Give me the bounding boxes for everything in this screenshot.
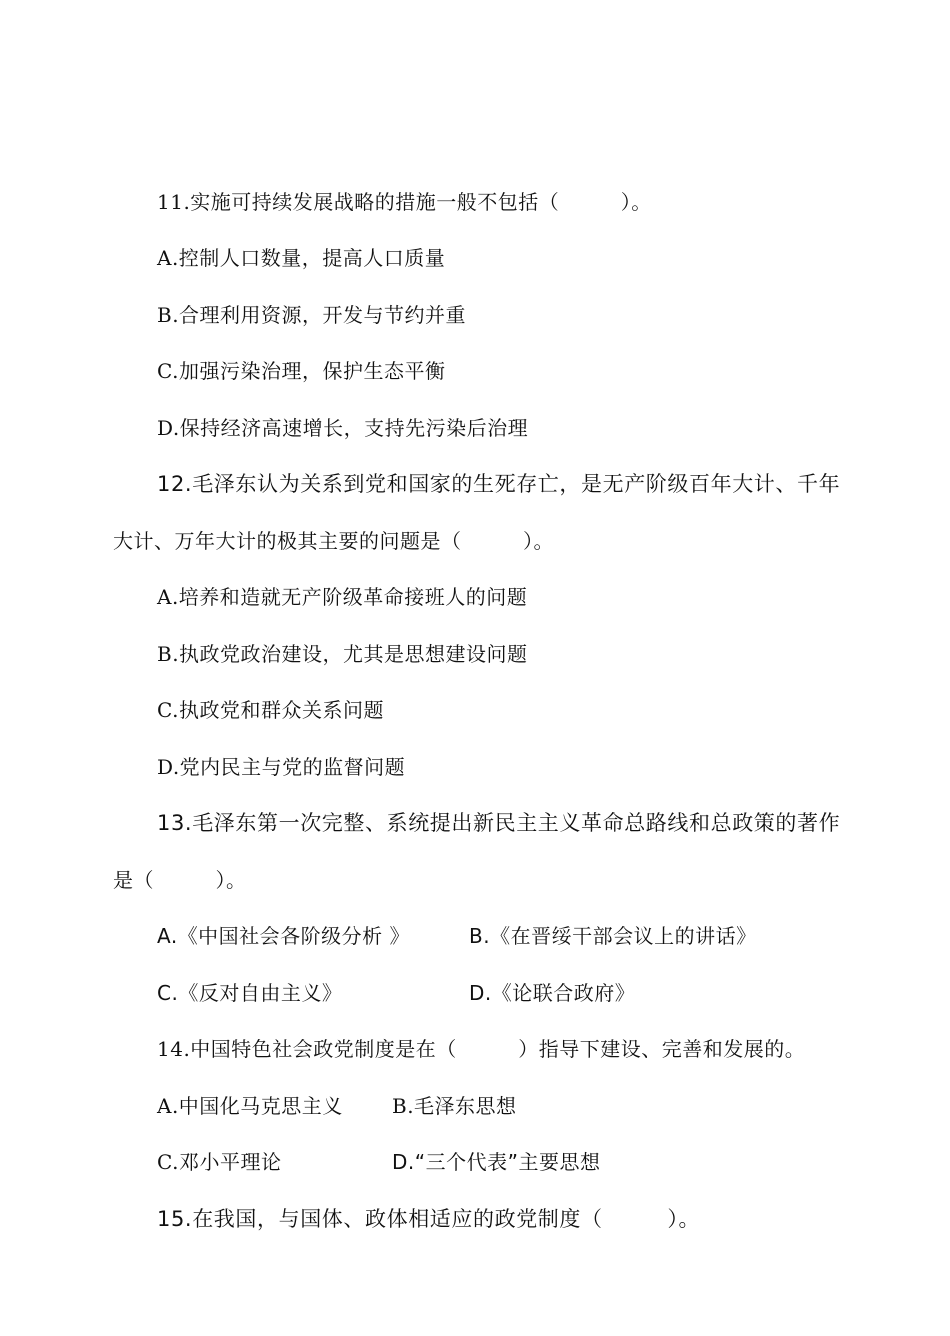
- question-12-stem-line-2: 大计、万年大计的极其主要的问题是（ ）。: [113, 529, 554, 553]
- question-13-option-c: C.《反对自由主义》: [157, 981, 343, 1005]
- question-14-option-a: A.中国化马克思主义: [157, 1094, 343, 1118]
- question-11-option-a: A.控制人口数量，提高人口质量: [157, 246, 446, 270]
- question-14-option-d: D.“三个代表”主要思想: [392, 1150, 601, 1174]
- question-12-option-c: C.执政党和群众关系问题: [157, 698, 384, 722]
- question-14-option-c: C.邓小平理论: [157, 1150, 282, 1174]
- question-14-option-b: B.毛泽东思想: [392, 1094, 517, 1118]
- question-13-stem-line-1: 13.毛泽东第一次完整、系统提出新民主主义革命总路线和总政策的著作: [157, 811, 841, 835]
- question-12-option-a: A.培养和造就无产阶级革命接班人的问题: [157, 585, 528, 609]
- question-13-stem-line-2: 是（ ）。: [113, 868, 247, 892]
- question-11-option-c: C.加强污染治理，保护生态平衡: [157, 359, 446, 383]
- question-12-option-b: B.执政党政治建设，尤其是思想建设问题: [157, 642, 528, 666]
- question-12-option-d: D.党内民主与党的监督问题: [157, 755, 406, 779]
- question-11-stem: 11.实施可持续发展战略的措施一般不包括（ ）。: [157, 190, 652, 214]
- question-11-option-b: B.合理利用资源，开发与节约并重: [157, 303, 467, 327]
- question-14-stem: 14.中国特色社会政党制度是在（ ）指导下建设、完善和发展的。: [157, 1037, 806, 1061]
- question-12-stem-line-1: 12.毛泽东认为关系到党和国家的生死存亡，是无产阶级百年大计、千年: [157, 472, 841, 496]
- question-13-option-b: B.《在晋绥干部会议上的讲话》: [469, 924, 757, 948]
- question-13-option-a: A.《中国社会各阶级分析 》: [157, 924, 411, 948]
- question-11-option-d: D.保持经济高速增长，支持先污染后治理: [157, 416, 529, 440]
- question-15-stem: 15.在我国，与国体、政体相适应的政党制度（ ）。: [157, 1207, 701, 1231]
- question-13-option-d: D.《论联合政府》: [469, 981, 636, 1005]
